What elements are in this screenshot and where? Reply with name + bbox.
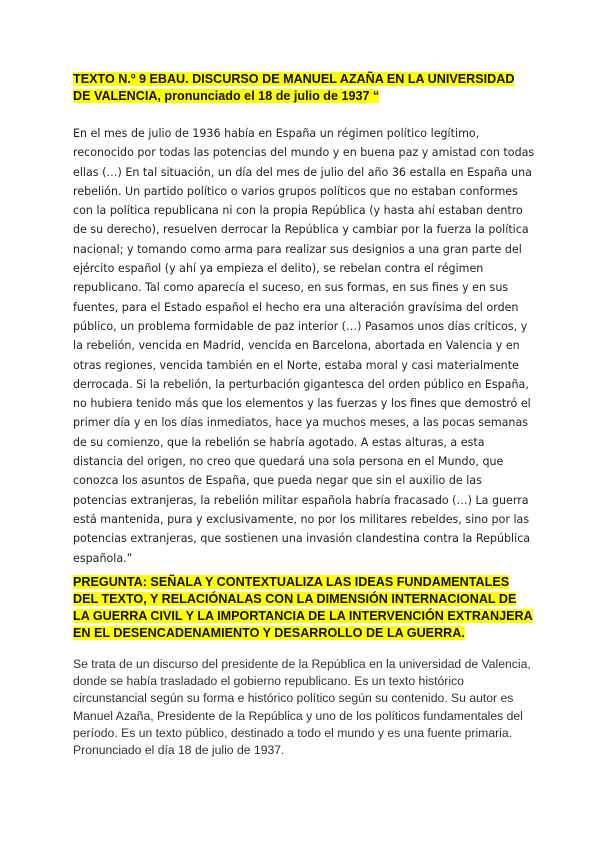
speech-quote: En el mes de julio de 1936 había en España un régimen político legítimo, reconocido por todas las potencias del mundo y en buena paz y amistad con todas ellas (…) En tal situación, un día del mes de julio del año 36 estalla en España una rebelión. Un partido político o varios grupos políticos que no estaban conformes con la política republicana ni con la propia República (y hasta ahí estaban dentro de su derecho), resuelven derrocar la República y cambiar por la fuerza la política nacional; y tomando como arma para realizar sus designios a una gran parte del ejército español (y ahí ya empieza el delito), se rebelan contra el régimen republicano. Tal como aparecía el suceso, en sus formas, en sus fines y en sus fuentes, para el Estado español el hecho era una alteración gravísima del orden público, un problema formidable de paz interior (…) Pasamos unos días críticos, y la rebelión, vencida en Madrid, vencida en Barcelona, abortada en Valencia y en otras regiones, vencida también en el Norte, estaba moral y casi materialmente derrocada. Si la rebelión, la perturbación gigantesca del orden público en España, no hubiera tenido más que los elementos y las fuerzas y los fines que demostró el primer día y en los días inmediatos, hace ya muchos meses, a las pocas semanas de su comienzo, que la rebelión se habría agotado. A estas alturas, a esta distancia del origen, no creo que quedará una sola persona en el Mundo, que conozca los asuntos de España, que pueda negar que sin el auxilio de las potencias extranjeras, la rebelión militar española habría fracasado (…) La guerra está mantenida, pura y exclusivamente, no por los militares rebeldes, sino por las potencias extranjeras, que sostienen una invasión clandestina contra la República española.” [73, 127, 535, 565]
document-title [73, 71, 533, 105]
question-highlight: PREGUNTA: SEÑALA Y CONTEXTUALIZA LAS IDEAS FUNDAMENTALES DEL TEXTO, Y RELACIÓNALAS CON LA DIMENSIÓN INTERNACIONAL DE LA GUERRA CIVIL Y LA IMPORTANCIA DE LA INTERVENCIÓN EXTRANJERA EN EL DESENCADENAMIENTO Y DESARROLLO DE LA GUERRA. [73, 575, 533, 640]
title-highlight: TEXTO N.º 9 EBAU. DISCURSO DE MANUEL AZAÑA EN LA UNIVERSIDAD DE VALENCIA, pronunciado el 18 de julio de 1937 “ [73, 72, 515, 103]
answer-paragraph: Se trata de un discurso del presidente de la República en la universidad de Valencia, donde se había trasladado el gobierno republicano. Es un texto histórico circunstancial según su forma e histórico político según su contenido. Su autor es Manuel Azaña, Presidente de la República y uno de los políticos fundamentales del período. Es un texto público, destinado a todo el mundo y es una fuente primaria. Pronunciado el día 18 de julio de 1937. [73, 657, 531, 758]
exam-question [73, 574, 535, 642]
